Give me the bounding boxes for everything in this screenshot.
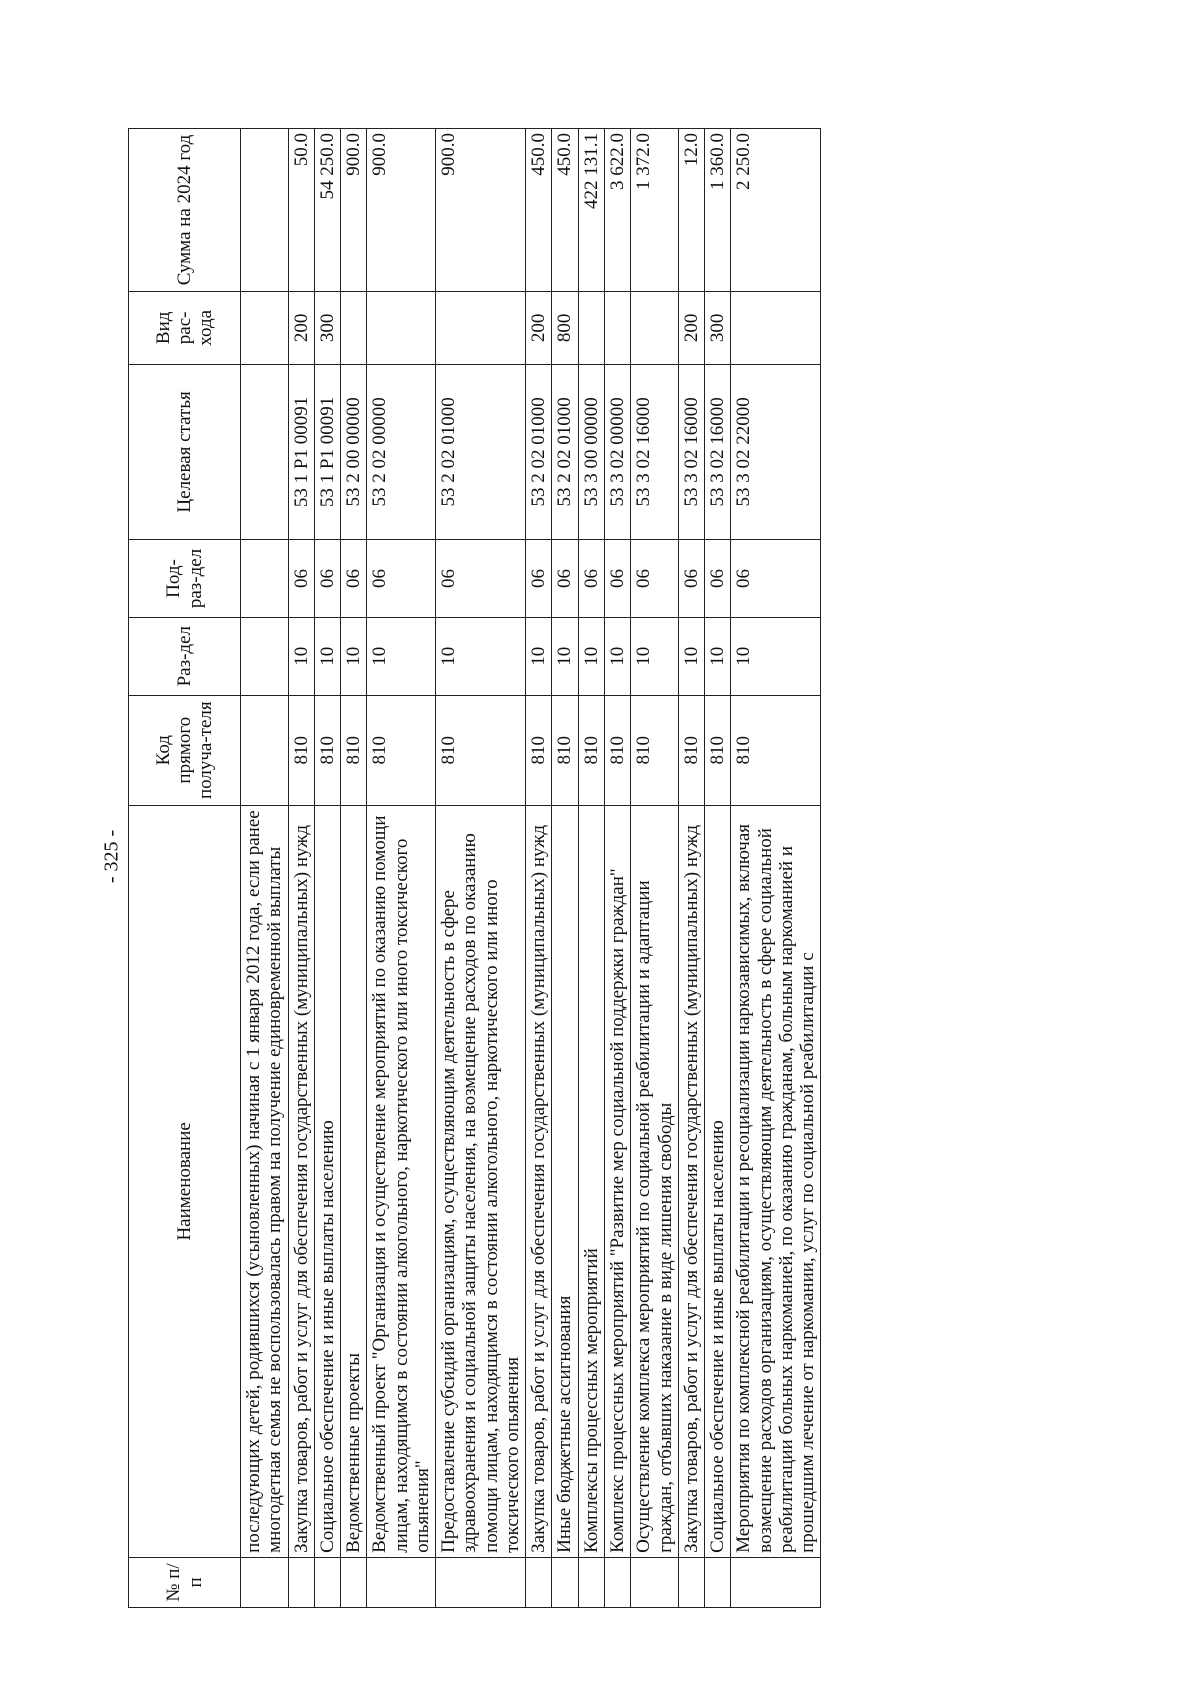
- row-section: 10: [731, 617, 821, 695]
- row-expense-type: [604, 291, 630, 364]
- row-section: 10: [526, 617, 552, 695]
- table-row: [314, 129, 340, 1608]
- row-sum: 1 360.0: [705, 129, 731, 292]
- row-section: 10: [288, 617, 314, 695]
- row-expense-type: [367, 291, 436, 364]
- row-sum: 54 250.0: [314, 129, 340, 292]
- row-expense-type: 200: [526, 291, 552, 364]
- row-target-article: 53 3 02 16000: [678, 364, 704, 539]
- row-section: 10: [552, 617, 578, 695]
- row-subsection: 06: [367, 540, 436, 618]
- header-name: Наименование: [129, 805, 241, 1557]
- row-section: 10: [604, 617, 630, 695]
- row-expense-type: 300: [314, 291, 340, 364]
- table-row: [526, 129, 552, 1608]
- row-subsection: 06: [314, 540, 340, 618]
- row-recipient-code: 810: [436, 695, 526, 805]
- row-expense-type: [436, 291, 526, 364]
- row-subsection: 06: [731, 540, 821, 618]
- row-number: [678, 1557, 704, 1607]
- row-recipient-code: 810: [367, 695, 436, 805]
- row-name: Предоставление субсидий организациям, осуществляющим деятельность в сфере здравоохранения и социальной защиты населения, на возмещение расходов по оказанию помощи лицам, находящимся в состоянии алкогольного, наркотического или иного токсического опьянения: [436, 805, 526, 1557]
- budget-table-container: [128, 128, 1048, 1608]
- table-row: [552, 129, 578, 1608]
- row-subsection: 06: [705, 540, 731, 618]
- header-no: № п/п: [129, 1557, 241, 1607]
- row-expense-type: 300: [705, 291, 731, 364]
- row-target-article: 53 3 02 16000: [631, 364, 679, 539]
- row-recipient-code: 810: [341, 695, 367, 805]
- header-recipient: Код прямого получа-теля: [129, 695, 241, 805]
- header-target: Целевая статья: [129, 364, 241, 539]
- table-row: [367, 129, 436, 1608]
- row-name: Мероприятия по комплексной реабилитации и ресоциализации наркозависимых, включая возмещение расходов организациям, осуществляющим деятельность в сфере социальной реабилитации больных наркоманией, по оказанию гражданам, больным наркоманией и прошедшим лечение от наркомании, услуг по социальной реабилитации с: [731, 805, 821, 1557]
- row-sum: 450.0: [526, 129, 552, 292]
- row-subsection: 06: [631, 540, 679, 618]
- row-expense-type: [341, 291, 367, 364]
- row-section: 10: [578, 617, 604, 695]
- row-target-article: 53 3 00 00000: [578, 364, 604, 539]
- table-row: [288, 129, 314, 1608]
- row-number: [552, 1557, 578, 1607]
- table-row: [341, 129, 367, 1608]
- row-number: [526, 1557, 552, 1607]
- row-expense-type: 800: [552, 291, 578, 364]
- row-name: последующих детей, родившихся (усыновленных) начиная с 1 января 2012 года, если ранее многодетная семья не воспользовалась правом на получение единовременной выплаты: [241, 805, 289, 1557]
- row-target-article: 53 2 02 00000: [367, 364, 436, 539]
- row-name: Социальное обеспечение и иные выплаты населению: [705, 805, 731, 1557]
- row-number: [705, 1557, 731, 1607]
- row-expense-type: 200: [678, 291, 704, 364]
- row-recipient-code: 810: [314, 695, 340, 805]
- row-sum: 3 622.0: [604, 129, 630, 292]
- row-recipient-code: 810: [604, 695, 630, 805]
- row-target-article: 53 2 00 00000: [341, 364, 367, 539]
- header-sum: Сумма на 2024 год: [129, 129, 241, 292]
- row-sum: 900.0: [341, 129, 367, 292]
- row-target-article: 53 2 02 01000: [526, 364, 552, 539]
- row-name: Закупка товаров, работ и услуг для обеспечения государственных (муниципальных) нужд: [678, 805, 704, 1557]
- row-section: 10: [631, 617, 679, 695]
- row-name: Закупка товаров, работ и услуг для обеспечения государственных (муниципальных) нужд: [288, 805, 314, 1557]
- row-section: 10: [678, 617, 704, 695]
- row-number: [604, 1557, 630, 1607]
- row-section: 10: [705, 617, 731, 695]
- row-section: [241, 617, 289, 695]
- row-subsection: 06: [288, 540, 314, 618]
- row-number: [341, 1557, 367, 1607]
- row-recipient-code: 810: [705, 695, 731, 805]
- row-target-article: 53 1 P1 00091: [288, 364, 314, 539]
- row-section: 10: [314, 617, 340, 695]
- row-subsection: 06: [604, 540, 630, 618]
- row-expense-type: [731, 291, 821, 364]
- row-sum: 12.0: [678, 129, 704, 292]
- row-recipient-code: [241, 695, 289, 805]
- row-expense-type: [578, 291, 604, 364]
- row-number: [731, 1557, 821, 1607]
- row-number: [631, 1557, 679, 1607]
- row-sum: 900.0: [436, 129, 526, 292]
- table-row: [578, 129, 604, 1608]
- row-number: [578, 1557, 604, 1607]
- page-number: - 325 -: [100, 829, 123, 884]
- row-recipient-code: 810: [552, 695, 578, 805]
- row-name: Комплекс процессных мероприятий "Развитие мер социальной поддержки граждан": [604, 805, 630, 1557]
- row-recipient-code: 810: [731, 695, 821, 805]
- budget-table: [128, 128, 821, 1608]
- row-subsection: 06: [526, 540, 552, 618]
- table-row: [705, 129, 731, 1608]
- table-row: [731, 129, 821, 1608]
- row-recipient-code: 810: [578, 695, 604, 805]
- row-sum: 1 372.0: [631, 129, 679, 292]
- row-number: [436, 1557, 526, 1607]
- row-target-article: 53 3 02 16000: [705, 364, 731, 539]
- row-sum: [241, 129, 289, 292]
- row-subsection: [241, 540, 289, 618]
- row-sum: 900.0: [367, 129, 436, 292]
- row-name: Ведомственные проекты: [341, 805, 367, 1557]
- row-subsection: 06: [436, 540, 526, 618]
- row-section: 10: [436, 617, 526, 695]
- row-section: 10: [367, 617, 436, 695]
- table-row: [631, 129, 679, 1608]
- table-header-row: [129, 129, 241, 1608]
- row-number: [367, 1557, 436, 1607]
- table-row: [436, 129, 526, 1608]
- row-expense-type: [631, 291, 679, 364]
- header-expense: Вид рас-хода: [129, 291, 241, 364]
- row-name: Осуществление комплекса мероприятий по социальной реабилитации и адаптации граждан, отбывших наказание в виде лишения свободы: [631, 805, 679, 1557]
- row-name: Иные бюджетные ассигнования: [552, 805, 578, 1557]
- row-subsection: 06: [552, 540, 578, 618]
- row-number: [241, 1557, 289, 1607]
- row-name: Комплексы процессных мероприятий: [578, 805, 604, 1557]
- row-number: [288, 1557, 314, 1607]
- header-section: Раз-дел: [129, 617, 241, 695]
- row-sum: 50.0: [288, 129, 314, 292]
- row-expense-type: 200: [288, 291, 314, 364]
- row-name: Ведомственный проект "Организация и осуществление мероприятий по оказанию помощи лицам, находящимся в состоянии алкогольного, наркотического или иного токсического опьянения": [367, 805, 436, 1557]
- row-sum: 2 250.0: [731, 129, 821, 292]
- row-subsection: 06: [341, 540, 367, 618]
- row-recipient-code: 810: [678, 695, 704, 805]
- row-recipient-code: 810: [631, 695, 679, 805]
- row-target-article: 53 3 02 00000: [604, 364, 630, 539]
- table-row: [678, 129, 704, 1608]
- table-row: [604, 129, 630, 1608]
- row-target-article: [241, 364, 289, 539]
- row-recipient-code: 810: [526, 695, 552, 805]
- row-subsection: 06: [678, 540, 704, 618]
- header-subsection: Под-раз-дел: [129, 540, 241, 618]
- row-name: Социальное обеспечение и иные выплаты населению: [314, 805, 340, 1557]
- row-name: Закупка товаров, работ и услуг для обеспечения государственных (муниципальных) нужд: [526, 805, 552, 1557]
- row-subsection: 06: [578, 540, 604, 618]
- row-sum: 422 131.1: [578, 129, 604, 292]
- table-row: [241, 129, 289, 1608]
- row-sum: 450.0: [552, 129, 578, 292]
- row-expense-type: [241, 291, 289, 364]
- row-section: 10: [341, 617, 367, 695]
- row-target-article: 53 2 02 01000: [436, 364, 526, 539]
- row-target-article: 53 3 02 22000: [731, 364, 821, 539]
- row-target-article: 53 2 02 01000: [552, 364, 578, 539]
- row-recipient-code: 810: [288, 695, 314, 805]
- row-target-article: 53 1 P1 00091: [314, 364, 340, 539]
- row-number: [314, 1557, 340, 1607]
